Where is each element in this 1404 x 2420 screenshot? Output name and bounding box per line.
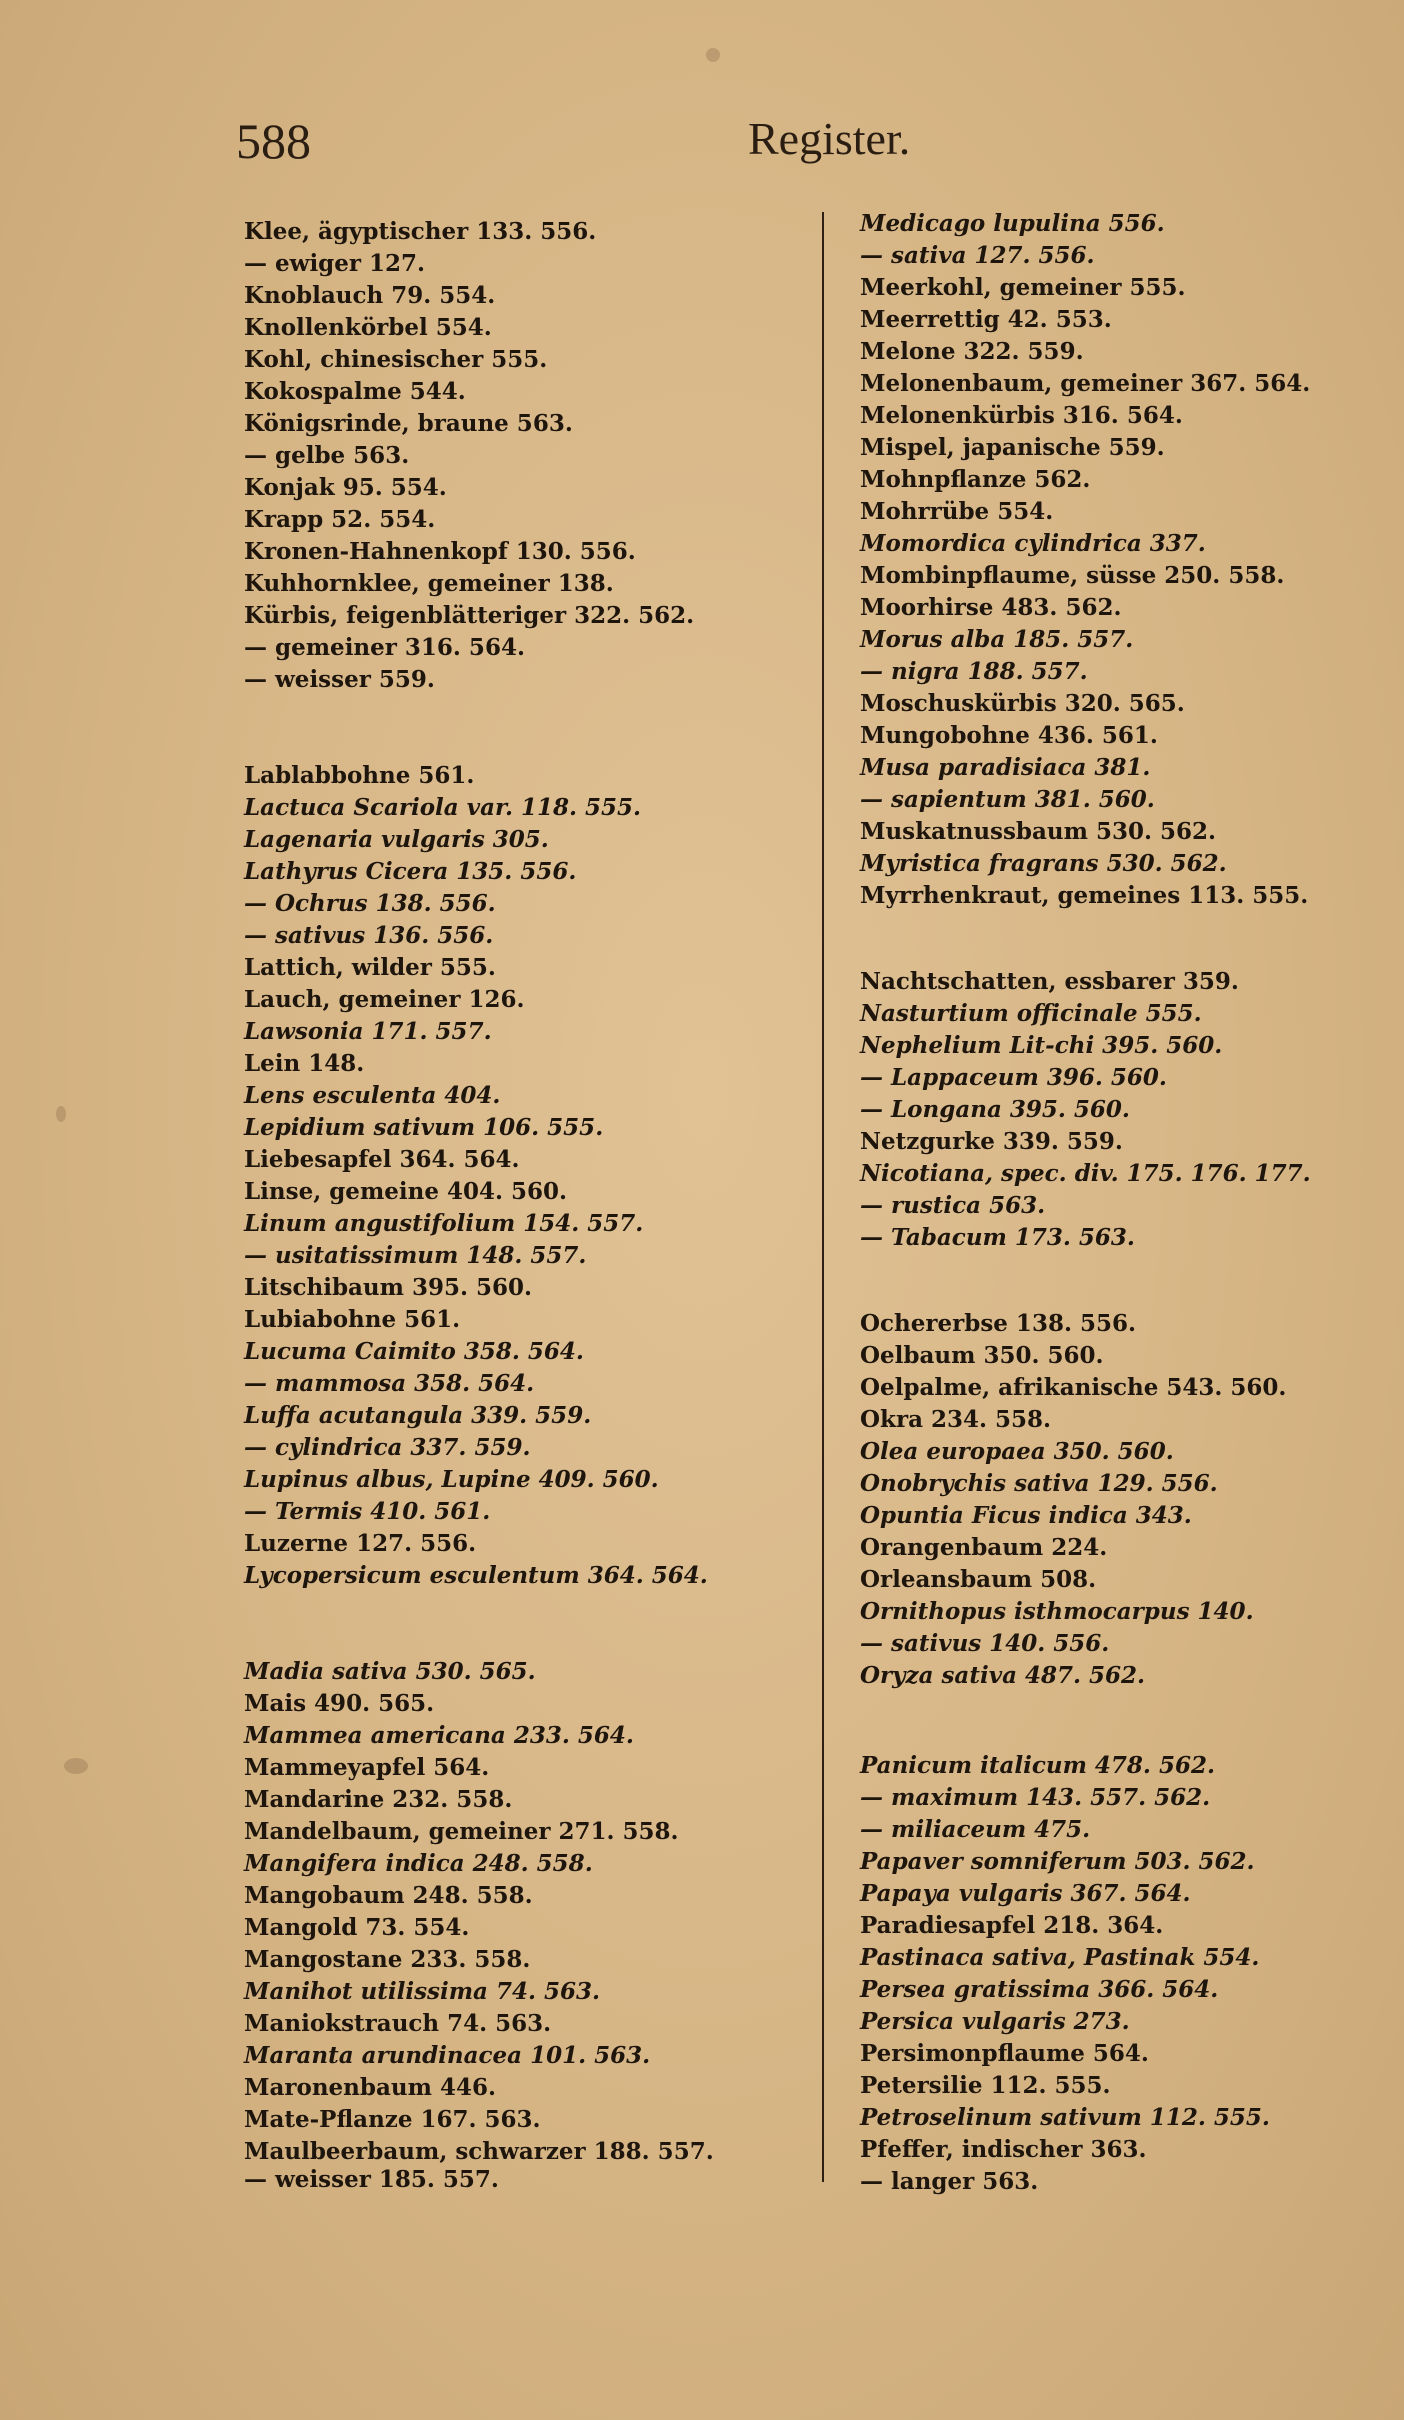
index-entry: Netzgurke 339. 559. [860,1128,1123,1155]
index-entry: Ochererbse 138. 556. [860,1310,1136,1337]
index-entry: Linse, gemeine 404. 560. [244,1178,568,1205]
index-entry: Papaya vulgaris 367. 564. [860,1880,1191,1907]
index-entry: Moorhirse 483. 562. [860,594,1122,621]
index-entry: Melonenkürbis 316. 564. [860,402,1183,429]
index-entry: — sativus 140. 556. [860,1630,1110,1657]
index-entry: Pastinaca sativa, Pastinak 554. [860,1944,1260,1971]
index-entry: Lagenaria vulgaris 305. [244,826,549,853]
index-entry: Königsrinde, braune 563. [244,410,573,437]
index-entry: Pfeffer, indischer 363. [860,2136,1147,2163]
index-entry: — Lappaceum 396. 560. [860,1064,1167,1091]
index-entry: — gemeiner 316. 564. [244,634,525,661]
index-entry: Lucuma Caimito 358. 564. [244,1338,584,1365]
index-entry: Maronenbaum 446. [244,2074,496,2101]
index-entry: — rustica 563. [860,1192,1046,1219]
index-entry: Petroselinum sativum 112. 555. [860,2104,1270,2131]
index-entry: Paradiesapfel 218. 364. [860,1912,1164,1939]
index-entry: Onobrychis sativa 129. 556. [860,1470,1218,1497]
index-entry: — langer 563. [860,2168,1039,2195]
index-entry: — sativus 136. 556. [244,922,494,949]
index-entry: Mangostane 233. 558. [244,1946,531,1973]
index-entry: Kohl, chinesischer 555. [244,346,548,373]
index-entry: Nephelium Lit-chi 395. 560. [860,1032,1223,1059]
index-entry: Mungobohne 436. 561. [860,722,1158,749]
index-entry: — usitatissimum 148. 557. [244,1242,587,1269]
index-entry: Nasturtium officinale 555. [860,1000,1202,1027]
index-entry: Mohrrübe 554. [860,498,1054,525]
page-title: Register. [748,113,911,164]
paper-speck [56,1106,66,1122]
index-entry: Maniokstrauch 74. 563. [244,2010,552,2037]
index-entry: — gelbe 563. [244,442,410,469]
index-entry: Luffa acutangula 339. 559. [244,1402,592,1429]
index-entry: — nigra 188. 557. [860,658,1088,685]
index-entry: Lens esculenta 404. [244,1082,501,1109]
index-entry: — mammosa 358. 564. [244,1370,535,1397]
index-entry: Lathyrus Cicera 135. 556. [244,858,577,885]
index-entry: Lattich, wilder 555. [244,954,496,981]
index-entry: Maulbeerbaum, schwarzer 188. 557. [244,2138,714,2165]
index-entry: Nachtschatten, essbarer 359. [860,968,1239,995]
index-entry: Konjak 95. 554. [244,474,447,501]
index-entry: Okra 234. 558. [860,1406,1052,1433]
index-entry: Momordica cylindrica 337. [860,530,1206,557]
index-entry: Panicum italicum 478. 562. [860,1752,1215,1779]
index-entry: Mombinpflaume, süsse 250. 558. [860,562,1285,589]
index-entry: Knoblauch 79. 554. [244,282,496,309]
index-entry: Mammeyapfel 564. [244,1754,490,1781]
index-entry: Kronen-Hahnenkopf 130. 556. [244,538,636,565]
index-entry: — ewiger 127. [244,250,426,277]
index-entry: Orleansbaum 508. [860,1566,1097,1593]
index-entry: Mammea americana 233. 564. [244,1722,634,1749]
index-entry: Mandelbaum, gemeiner 271. 558. [244,1818,679,1845]
index-entry: Lein 148. [244,1050,365,1077]
index-entry: Maranta arundinacea 101. 563. [244,2042,651,2069]
index-entry: Meerkohl, gemeiner 555. [860,274,1186,301]
index-entry: Lycopersicum esculentum 364. 564. [244,1562,708,1589]
index-entry: — sativa 127. 556. [860,242,1095,269]
index-entry: Melonenbaum, gemeiner 367. 564. [860,370,1311,397]
index-entry: Olea europaea 350. 560. [860,1438,1174,1465]
index-entry: Knollenkörbel 554. [244,314,492,341]
index-entry: Kokospalme 544. [244,378,466,405]
index-entry: Mandarine 232. 558. [244,1786,513,1813]
index-entry: Ornithopus isthmocarpus 140. [860,1598,1254,1625]
index-entry: Musa paradisiaca 381. [860,754,1151,781]
index-entry: Mate-Pflanze 167. 563. [244,2106,541,2133]
index-entry: Lawsonia 171. 557. [244,1018,492,1045]
index-entry: Nicotiana, spec. div. 175. 176. 177. [860,1160,1311,1187]
index-entry: Madia sativa 530. 565. [244,1658,536,1685]
index-entry: Luzerne 127. 556. [244,1530,477,1557]
index-entry: Liebesapfel 364. 564. [244,1146,520,1173]
index-entry: Morus alba 185. 557. [860,626,1134,653]
index-entry: Opuntia Ficus indica 343. [860,1502,1192,1529]
index-entry: — cylindrica 337. 559. [244,1434,531,1461]
index-entry: Mangifera indica 248. 558. [244,1850,593,1877]
index-entry: — Tabacum 173. 563. [860,1224,1135,1251]
index-entry: Persica vulgaris 273. [860,2008,1130,2035]
index-entry: Myristica fragrans 530. 562. [860,850,1227,877]
index-entry: Kürbis, feigenblätteriger 322. 562. [244,602,695,629]
index-entry: — weisser 185. 557. [244,2166,499,2193]
index-entry: Moschuskürbis 320. 565. [860,690,1185,717]
index-entry: Krapp 52. 554. [244,506,436,533]
index-entry: Mohnpflanze 562. [860,466,1091,493]
index-entry: — Longana 395. 560. [860,1096,1130,1123]
index-entry: — maximum 143. 557. 562. [860,1784,1211,1811]
paper-speck [64,1758,88,1774]
index-entry: Persea gratissima 366. 564. [860,1976,1219,2003]
index-entry: Oelbaum 350. 560. [860,1342,1104,1369]
index-entry: Lablabbohne 561. [244,762,475,789]
index-entry: Oelpalme, afrikanische 543. 560. [860,1374,1287,1401]
index-entry: Litschibaum 395. 560. [244,1274,533,1301]
index-entry: Mais 490. 565. [244,1690,435,1717]
index-entry: Melone 322. 559. [860,338,1084,365]
paper-speck [706,48,720,62]
index-entry: Kuhhornklee, gemeiner 138. [244,570,614,597]
index-entry: Persimonpflaume 564. [860,2040,1149,2067]
index-entry: Mangobaum 248. 558. [244,1882,533,1909]
page-number: 588 [236,113,311,169]
index-entry: Muskatnussbaum 530. 562. [860,818,1217,845]
index-entry: Lupinus albus, Lupine 409. 560. [244,1466,659,1493]
index-entry: Mispel, japanische 559. [860,434,1165,461]
index-entry: Klee, ägyptischer 133. 556. [244,218,597,245]
index-entry: Linum angustifolium 154. 557. [244,1210,644,1237]
index-entry: Lauch, gemeiner 126. [244,986,525,1013]
index-entry: Lactuca Scariola var. 118. 555. [244,794,642,821]
index-entry: — miliaceum 475. [860,1816,1091,1843]
column-divider [822,212,824,2182]
index-entry: Petersilie 112. 555. [860,2072,1111,2099]
index-entry: — sapientum 381. 560. [860,786,1155,813]
index-entry: Meerrettig 42. 553. [860,306,1112,333]
index-entry: Papaver somniferum 503. 562. [860,1848,1255,1875]
index-entry: Orangenbaum 224. [860,1534,1108,1561]
index-entry: Mangold 73. 554. [244,1914,470,1941]
index-entry: — Ochrus 138. 556. [244,890,496,917]
index-entry: Myrrhenkraut, gemeines 113. 555. [860,882,1309,909]
index-entry: — Termis 410. 561. [244,1498,491,1525]
index-entry: Oryza sativa 487. 562. [860,1662,1146,1689]
index-entry: Lepidium sativum 106. 555. [244,1114,604,1141]
index-entry: Manihot utilissima 74. 563. [244,1978,600,2005]
index-entry: Lubiabohne 561. [244,1306,461,1333]
page-header [0,112,1404,182]
index-entry: Medicago lupulina 556. [860,210,1165,237]
index-entry: — weisser 559. [244,666,435,693]
